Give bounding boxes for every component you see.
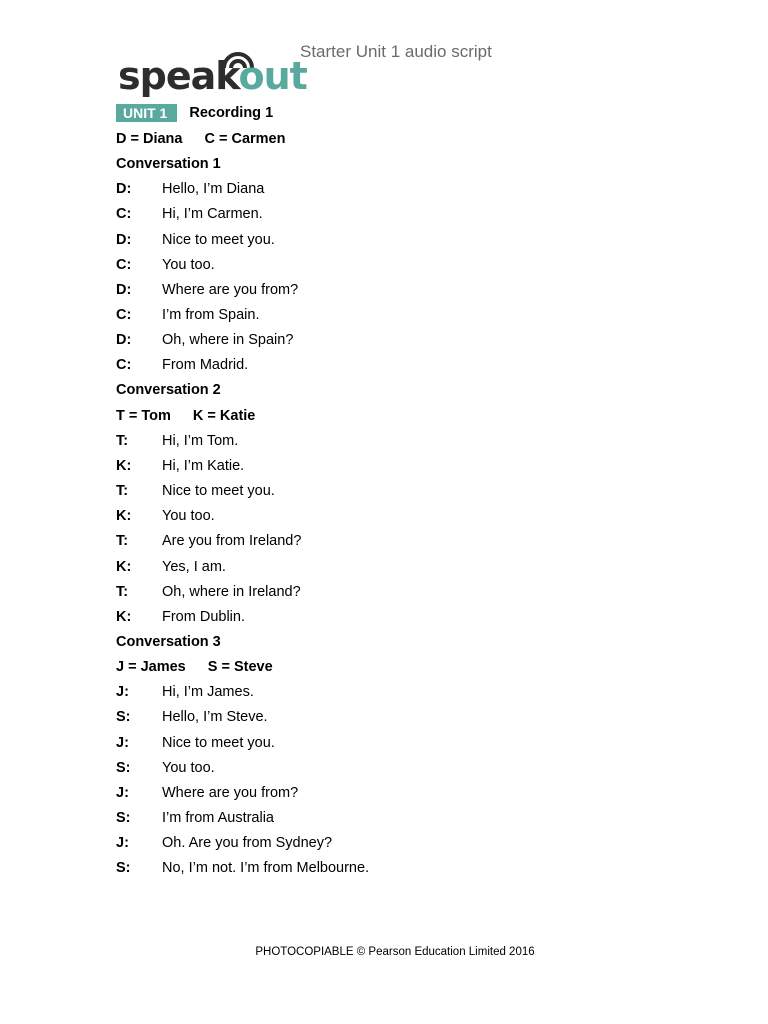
dialogue-text: Oh, where in Ireland? xyxy=(162,584,301,600)
conversation-title: Conversation 3 xyxy=(116,634,221,650)
speakout-logo xyxy=(118,48,307,100)
speaker-label: J: xyxy=(116,684,129,700)
dialogue-line xyxy=(116,809,274,827)
cast-member: T = Tom xyxy=(116,408,171,424)
dialogue-line xyxy=(116,205,263,223)
dialogue-text: Where are you from? xyxy=(162,282,299,298)
speaker-label: C: xyxy=(116,206,132,222)
dialogue-line xyxy=(116,331,293,349)
dialogue-text: You too. xyxy=(162,508,215,524)
cast-member: C = Carmen xyxy=(204,131,286,147)
speaker-label: J: xyxy=(116,735,129,751)
cast-member: K = Katie xyxy=(192,408,256,424)
dialogue-line xyxy=(116,683,254,701)
cast-member: S = Steve xyxy=(207,659,273,675)
speaker-label: K: xyxy=(116,559,132,575)
cast-line xyxy=(116,407,255,425)
page-title: Starter Unit 1 audio script xyxy=(300,42,492,61)
speaker-label: S: xyxy=(116,810,131,826)
dialogue-text: Oh. Are you from Sydney? xyxy=(162,835,333,851)
dialogue-line xyxy=(116,583,301,601)
dialogue-line xyxy=(116,281,298,299)
dialogue-line xyxy=(116,507,215,525)
dialogue-line xyxy=(116,482,275,500)
speaker-label: D: xyxy=(116,282,132,298)
speaker-label: C: xyxy=(116,307,132,323)
speaker-label: S: xyxy=(116,709,131,725)
cast-member: D = Diana xyxy=(116,131,183,147)
dialogue-text: Nice to meet you. xyxy=(162,232,275,248)
dialogue-line xyxy=(116,356,248,374)
dialogue-text: Hi, I’m Carmen. xyxy=(162,206,263,222)
dialogue-text: Nice to meet you. xyxy=(162,735,275,751)
speaker-label: T: xyxy=(116,584,129,600)
dialogue-text: Hi, I’m Tom. xyxy=(162,433,239,449)
dialogue-text: I’m from Australia xyxy=(162,810,274,826)
dialogue-line xyxy=(116,708,268,726)
dialogue-line xyxy=(116,457,244,475)
dialogue-text: Nice to meet you. xyxy=(162,483,275,499)
dialogue-text: Hi, I’m James. xyxy=(162,684,254,700)
speaker-label: C: xyxy=(116,357,132,373)
dialogue-text: Where are you from? xyxy=(162,785,299,801)
footer-copyright: PHOTOCOPIABLE © Pearson Education Limited 2016 xyxy=(255,946,535,958)
dialogue-line xyxy=(116,834,332,852)
dialogue-text: Are you from Ireland? xyxy=(162,533,302,549)
dialogue-line xyxy=(116,432,238,450)
speaker-label: D: xyxy=(116,332,132,348)
dialogue-line xyxy=(116,784,298,802)
dialogue-line xyxy=(116,306,260,324)
conversation-title: Conversation 1 xyxy=(116,156,221,172)
unit-heading xyxy=(116,104,273,122)
dialogue-text: From Madrid. xyxy=(162,357,249,373)
dialogue-text: Yes, I am. xyxy=(162,559,226,575)
dialogue-line xyxy=(116,734,275,752)
speaker-label: T: xyxy=(116,433,129,449)
speaker-label: S: xyxy=(116,860,131,876)
speaker-label: J: xyxy=(116,835,129,851)
speaker-label: T: xyxy=(116,533,129,549)
speaker-label: D: xyxy=(116,181,132,197)
dialogue-line xyxy=(116,532,301,550)
cast-member: J = James xyxy=(116,659,186,675)
cast-line xyxy=(116,658,273,676)
conversation-title: Conversation 2 xyxy=(116,382,221,398)
speaker-label: D: xyxy=(116,232,132,248)
speaker-label: K: xyxy=(116,508,132,524)
dialogue-text: You too. xyxy=(162,760,215,776)
dialogue-text: Oh, where in Spain? xyxy=(162,332,294,348)
recording-label: Recording 1 xyxy=(189,105,274,121)
cast-line xyxy=(116,130,285,148)
dialogue-text: You too. xyxy=(162,257,215,273)
speaker-label: T: xyxy=(116,483,129,499)
speaker-label: K: xyxy=(116,609,132,625)
dialogue-line xyxy=(116,256,215,274)
logo-wordmark: speakout xyxy=(118,54,307,98)
speaker-label: C: xyxy=(116,257,132,273)
dialogue-text: No, I’m not. I’m from Melbourne. xyxy=(162,860,370,876)
dialogue-text: Hi, I’m Katie. xyxy=(162,458,245,474)
dialogue-line xyxy=(116,180,264,198)
dialogue-line xyxy=(116,608,245,626)
dialogue-line xyxy=(116,558,226,576)
unit-badge: UNIT 1 xyxy=(116,104,177,122)
dialogue-line xyxy=(116,231,275,249)
dialogue-text: Hello, I’m Diana xyxy=(162,181,265,197)
speaker-label: J: xyxy=(116,785,129,801)
dialogue-text: Hello, I’m Steve. xyxy=(162,709,268,725)
dialogue-line xyxy=(116,759,215,777)
speaker-label: K: xyxy=(116,458,132,474)
dialogue-line xyxy=(116,859,369,877)
dialogue-text: From Dublin. xyxy=(162,609,245,625)
speaker-label: S: xyxy=(116,760,131,776)
dialogue-text: I’m from Spain. xyxy=(162,307,260,323)
